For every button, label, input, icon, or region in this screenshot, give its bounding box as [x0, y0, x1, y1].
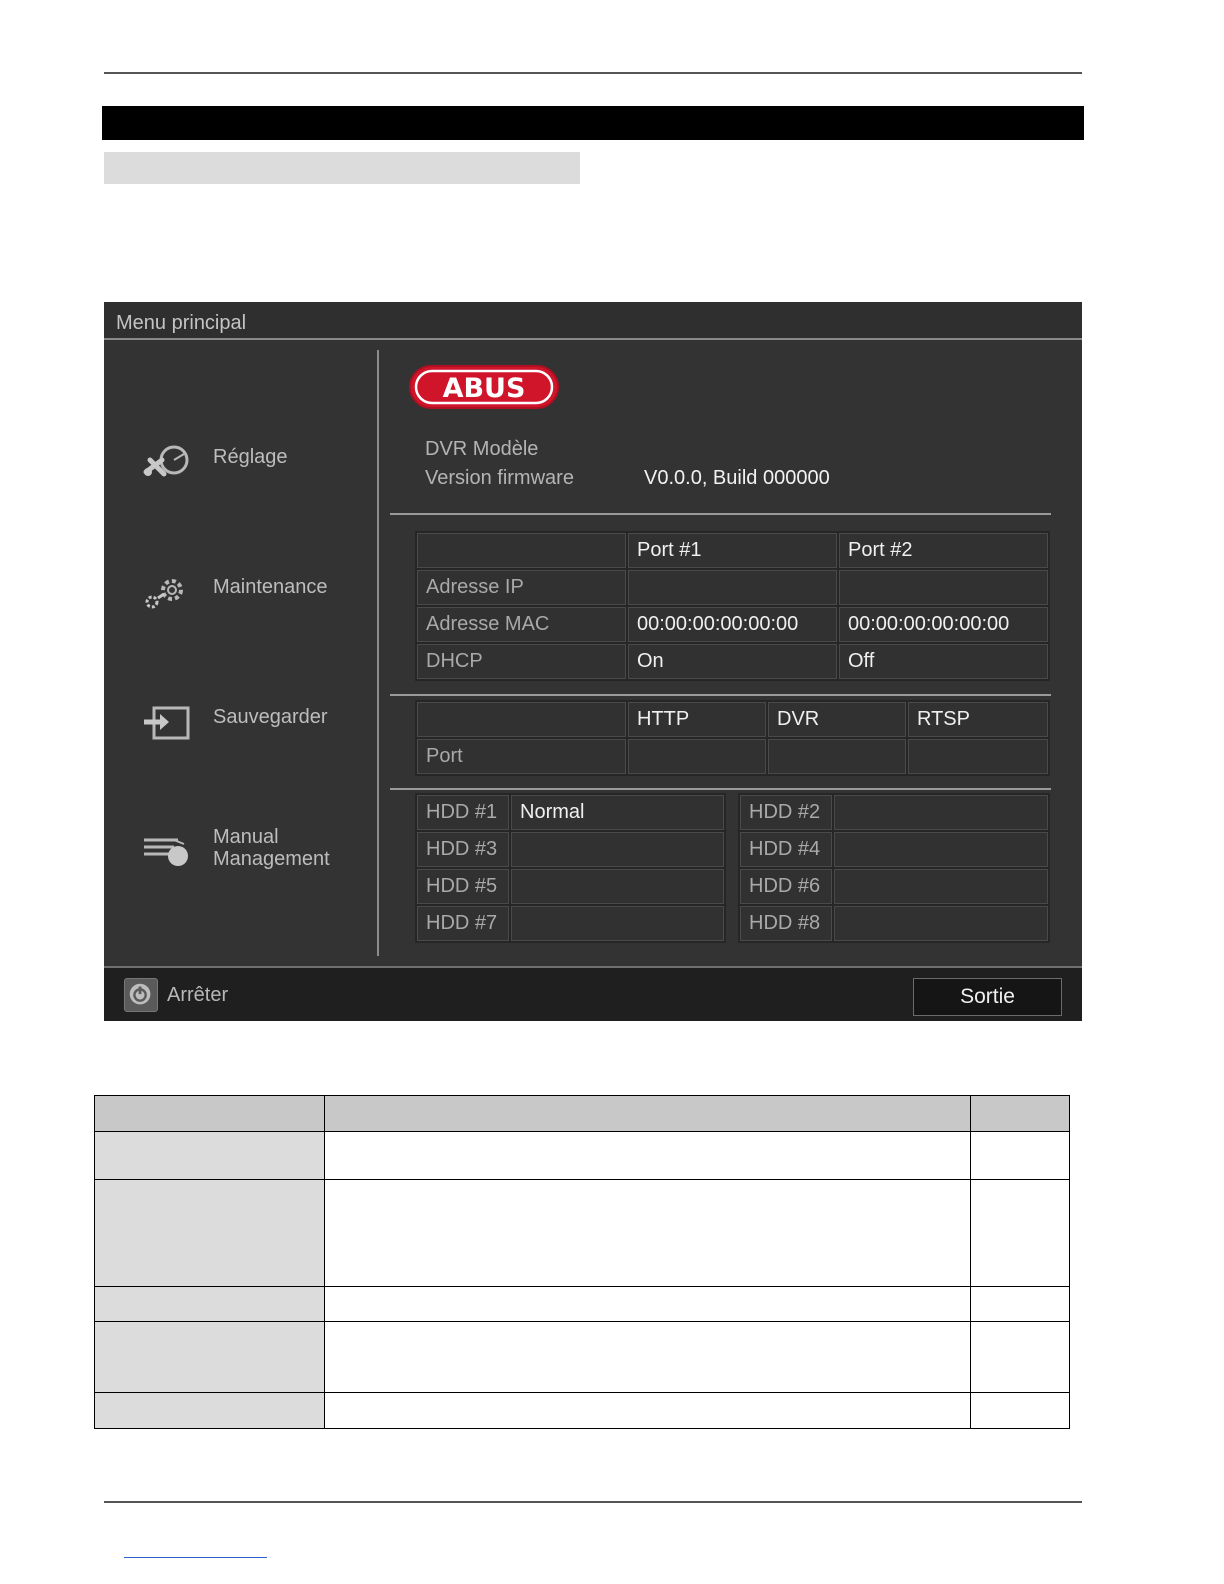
mac-port1-value: 00:00:00:00:00:00 [628, 607, 837, 642]
exit-button[interactable]: Sortie [913, 978, 1062, 1016]
hdd-label: HDD #7 [417, 906, 509, 941]
bottom-rule [104, 1501, 1082, 1503]
hdd-label: HDD #5 [417, 869, 509, 904]
table-row [95, 1132, 1070, 1180]
firmware-label: Version firmware [425, 467, 574, 489]
shutdown-button[interactable] [124, 978, 158, 1012]
subsection-header-bar [104, 152, 580, 184]
ip-port1-value [628, 570, 837, 605]
menu-label-manual-line2: Management [213, 848, 330, 870]
table-row [95, 1393, 1070, 1429]
hdd-status [834, 832, 1048, 867]
backup-export-icon [140, 700, 196, 748]
table-cell [324, 1393, 970, 1429]
menu-label-maintenance: Maintenance [213, 576, 328, 598]
window-title-bar [104, 302, 1082, 340]
network-table [415, 531, 1050, 681]
footer-link[interactable] [124, 1557, 267, 1558]
network-header-port1: Port #1 [628, 533, 837, 568]
table-cell [971, 1287, 1070, 1322]
hdd-status [834, 869, 1048, 904]
firmware-value: V0.0.0, Build 000000 [644, 467, 830, 489]
shutdown-label[interactable]: Arrêter [167, 984, 229, 1006]
table-cell [324, 1180, 970, 1287]
top-rule [104, 72, 1082, 74]
mac-port2-value: 00:00:00:00:00:00 [839, 607, 1048, 642]
hdd-status [834, 795, 1048, 830]
section-header-bar [102, 106, 1084, 140]
abus-logo [408, 364, 560, 410]
http-port-value [628, 739, 766, 774]
table-cell [971, 1132, 1070, 1180]
ports-header-rtsp: RTSP [908, 702, 1048, 737]
ports-header-http: HTTP [628, 702, 766, 737]
dhcp-port2-value: Off [839, 644, 1048, 679]
network-row-label: DHCP [417, 644, 626, 679]
hdd-status [511, 906, 724, 941]
hdd-label: HDD #2 [740, 795, 832, 830]
hdd-label: HDD #6 [740, 869, 832, 904]
table-cell [324, 1132, 970, 1180]
hdd-label: HDD #8 [740, 906, 832, 941]
ports-row-label: Port [417, 739, 626, 774]
table-cell [95, 1096, 325, 1132]
settings-wrench-icon [140, 440, 196, 488]
table-cell [971, 1096, 1070, 1132]
menu-label-reglage: Réglage [213, 446, 288, 468]
window-footer [104, 966, 1082, 1021]
table-cell [971, 1393, 1070, 1429]
ports-header-dvr: DVR [768, 702, 906, 737]
info-divider [390, 513, 1051, 515]
menu-sidebar [104, 342, 378, 966]
table-cell [324, 1096, 970, 1132]
dvr-port-value [768, 739, 906, 774]
table-cell [95, 1132, 325, 1180]
dvr-model-label: DVR Modèle [425, 438, 539, 460]
menu-label-manual-line1: Manual [213, 826, 279, 848]
network-row-label: Adresse IP [417, 570, 626, 605]
hdd-status [834, 906, 1048, 941]
network-header-port2: Port #2 [839, 533, 1048, 568]
table-row [95, 1180, 1070, 1287]
menu-item-reglage[interactable] [140, 440, 378, 492]
logo-text: ABUS [442, 373, 526, 404]
table-header-row [95, 1096, 1070, 1132]
table-cell [95, 1393, 325, 1429]
network-header-empty [417, 533, 626, 568]
rtsp-port-value [908, 739, 1048, 774]
table-row [95, 1322, 1070, 1393]
network-divider [390, 694, 1051, 696]
dhcp-port1-value: On [628, 644, 837, 679]
menu-item-sauvegarder[interactable] [140, 700, 378, 752]
hdd-label: HDD #3 [417, 832, 509, 867]
table-cell [324, 1322, 970, 1393]
network-row-label: Adresse MAC [417, 607, 626, 642]
ports-divider [390, 788, 1051, 790]
menu-item-manual-management[interactable] [140, 826, 378, 882]
table-cell [95, 1322, 325, 1393]
hdd-status [511, 832, 724, 867]
window-title: Menu principal [116, 312, 247, 334]
hdd-label: HDD #1 [417, 795, 509, 830]
hdd-table-right [738, 793, 1050, 943]
table-cell [971, 1180, 1070, 1287]
document-table [94, 1095, 1070, 1429]
table-cell [971, 1322, 1070, 1393]
ports-header-empty [417, 702, 626, 737]
manual-management-icon [140, 830, 196, 878]
table-row [95, 1287, 1070, 1322]
hdd-label: HDD #4 [740, 832, 832, 867]
ports-table [415, 700, 1050, 776]
power-icon [125, 979, 157, 1011]
menu-label-sauvegarder: Sauvegarder [213, 706, 328, 728]
table-cell [95, 1287, 325, 1322]
hdd-table-left [415, 793, 726, 943]
table-cell [95, 1180, 325, 1287]
hdd-status [511, 869, 724, 904]
ip-port2-value [839, 570, 1048, 605]
table-cell [324, 1287, 970, 1322]
sidebar-divider [377, 350, 379, 956]
dvr-main-menu-window [104, 302, 1082, 1021]
menu-item-maintenance[interactable] [140, 570, 378, 622]
maintenance-gears-icon [140, 570, 196, 618]
hdd-status: Normal [511, 795, 724, 830]
